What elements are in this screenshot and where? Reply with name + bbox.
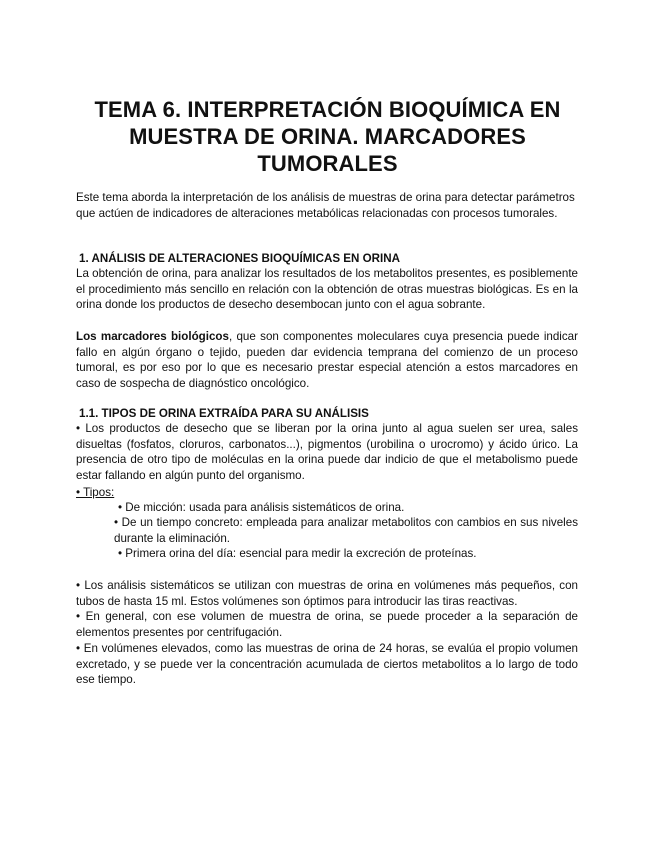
bullet-systematic-analysis: • Los análisis sistemáticos se utilizan con muestras de orina en volúmenes más pequeños, con tubos de hasta 15 ml. Estos volúmenes son óptimos para introducir las tiras reactivas.	[76, 579, 578, 608]
section-1-heading: 1. ANÁLISIS DE ALTERACIONES BIOQUÍMICAS EN ORINA	[79, 252, 400, 265]
type-item-1: • De micción: usada para análisis sistemáticos de orina.	[118, 501, 405, 514]
intro-paragraph: Este tema aborda la interpretación de los análisis de muestras de orina para detectar parámetros que actúen de indicadores de alteraciones metabólicas relacionadas con procesos tumorales.	[76, 191, 575, 220]
types-label	[76, 485, 578, 501]
section-1-paragraph-2	[76, 329, 578, 391]
section-1-paragraph-1: La obtención de orina, para analizar los resultados de los metabolitos presentes, es posiblemente el procedimiento más sencillo en relación con la obtención de otras muestras biológicas. Es en la orina donde los productos de desecho desembocan junto con el agua sobrante.	[76, 267, 578, 312]
types-label-text: • Tipos:	[76, 486, 115, 499]
type-item-2: • De un tiempo concreto: empleada para analizar metabolitos con cambios en sus niveles durante la eliminación.	[114, 516, 578, 545]
biomarkers-description: , que son componentes moleculares cuya presencia puede indicar fallo en algún órgano o tejido, pueden dar evidencia temprana del comienzo de un proceso tumoral, es por eso por lo que es necesario prestar especial atención a estos marcadores en caso de sospecha de diagnóstico oncológico.	[76, 330, 578, 390]
biomarkers-bold-term: Los marcadores biológicos	[76, 330, 229, 343]
type-item-3: • Primera orina del día: esencial para medir la excreción de proteínas.	[118, 547, 477, 560]
section-1-1-paragraph-1: • Los productos de desecho que se liberan por la orina junto al agua suelen ser urea, sales disueltas (fosfatos, cloruros, carbonatos...), pigmentos (urobilina o urocromo) y ácido úrico. La presencia de otro tipo de moléculas en la orina puede dar indicio de que el metabolismo puede estar fallando en algún punto del organismo.	[76, 422, 578, 482]
page-title: TEMA 6. INTERPRETACIÓN BIOQUÍMICA EN MUESTRA DE ORINA. MARCADORES TUMORALES	[94, 97, 561, 176]
section-1-1-heading: 1.1. TIPOS DE ORINA EXTRAÍDA PARA SU ANÁLISIS	[79, 407, 369, 420]
bullet-centrifugation: • En general, con ese volumen de muestra de orina, se puede proceder a la separación de elementos presentes por centrifugación.	[76, 610, 578, 639]
bullet-24h-samples: • En volúmenes elevados, como las muestras de orina de 24 horas, se evalúa el propio volumen excretado, y se puede ver la concentración acumulada de ciertos metabolitos a lo largo de todo ese tiempo.	[76, 642, 578, 687]
